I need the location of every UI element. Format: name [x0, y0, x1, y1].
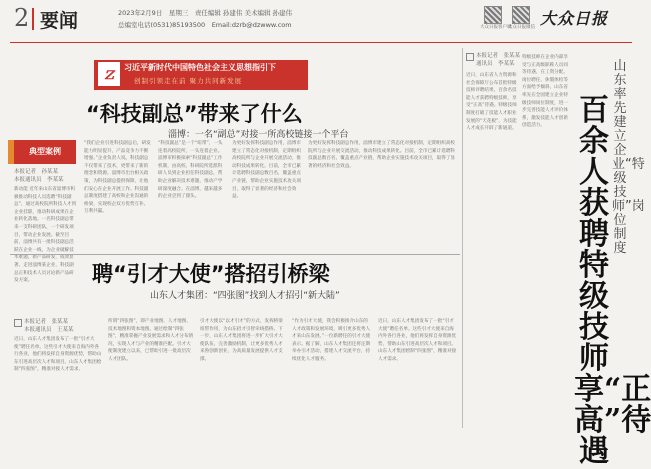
qr-code-icon [484, 6, 502, 24]
article-2-subheadline: 山东人才集团：“四张图”找到人才招引“新大陆” [150, 291, 340, 301]
article-divider [10, 254, 460, 255]
article-3-column-1: 近日，山东省人力资源和社会保障厅公布首批特级技师评聘结果，百余名技能人才获聘特级技师，享受“正高”待遇。特级技师制度打破了技能人才职业发展的“天花板”，为技能人才成长开辟了新通道。 [466, 73, 517, 132]
banner-subtitle: 创制引领走在前 聚力共同新发展 [134, 77, 243, 85]
section-title: 要闻 [40, 10, 79, 32]
byline-square-icon [14, 319, 22, 327]
qr-label-1: 大众日报客户端 [480, 25, 512, 30]
article-1-byline: 本报记者 孙某某 本报通讯员 李某某 [14, 169, 64, 183]
masthead-logo: 大众日报 [540, 9, 609, 28]
page-number: 2 [14, 4, 30, 32]
article-1-column-5: 为更好发挥科技副总作用，淄博市建立了常态化对接机制，定期组织高校院所与企业开展交流活动，推动科技成果转化。目前，全市已累计选聘科技副总数百名，覆盖重点产业链，帮助企业实施技术攻关项目，取得了显著的经济和社会效益。 [308, 141, 456, 169]
header-meta-line-1: 2023年2月9日 星期三 责任编辑 孙建伟 美术编辑 孙建伟 [118, 9, 293, 17]
article-3-byline: 本报记者 张某某 通讯员 李某某 [476, 53, 521, 67]
article-2-column-3: 引才大使以“以才引才”的方式，发挥桥梁纽带作用，为山东招才引智牵线搭桥。下一步，山东人才集团将进一步扩大引才大使队伍，完善激励机制，让更多优秀人才来鲁创新创业，为高质量发展提供人才支撑。 [200, 319, 283, 362]
article-2-column-5: 近日，山东人才集团发布了一批“引才大使”聘任名单。这些引才大使来自海内外各行各业，他们将发挥自身资源优势，帮助山东引进高层次人才和项目。山东人才集团绘制“四张图”，精准对接人才需求。 [378, 319, 457, 362]
banner-title: 习近平新时代中国特色社会主义思想指引下 [124, 63, 276, 72]
page-number-divider [32, 8, 34, 30]
qr-label-2: 大众日报微信 [508, 25, 535, 30]
byline-square-icon [466, 53, 474, 61]
article-1-column-2: “我们企业引进科技副总后，研发能力明显提升，产品竞争力不断增强。”企业负责人说。科技副总不仅带来了技术，更带来了新的理念和资源。淄博市出台相关政策，为科技副总提供保障，让他们安心在企业开展工作。科技副总制度搭建了高校和企业沟通的桥梁，实现校企双方优势互补、互利共赢。 [84, 141, 151, 215]
column-divider [462, 48, 463, 428]
header-meta-line-2: 总编室电话(0531)85193500 Email:dzrb@dzwww.com [118, 21, 292, 29]
banner-logo: ｚ [98, 62, 120, 86]
article-1-column-3: “科技副总”是一个“纽带”，一头连着高校院所，一头连着企业。淄博市积极探索“科技副总”工作机制，由高校、科研院所选派科研人员到企业担任科技副总，帮助企业解决技术难题，推动产学研深度融合。在淄博，越来越多的企业尝到了甜头。 [158, 141, 223, 200]
article-2-column-1: 近日，山东人才集团发布了一批“引才大使”聘任名单。这些引才大使来自海内外各行各业，他们将发挥自身资源优势，帮助山东引进高层次人才和项目。山东人才集团绘制“四张图”，精准对接人才需求。 [14, 337, 102, 373]
article-3-headline: 百余人获聘特级技师享“正高”待遇 [574, 93, 651, 469]
article-1-column-1: 新动能 近年来山东省淄博市积极推动科技人员选聘“科技副总”，通过高校院所科技人才到企业挂职，推动科研成果在企业转化落地。一名科技副总带来一支科研团队，一个研发项目，带动企业发展。截至目前，淄博共有一批科技副总活跃在企业一线，为企业破解技术难题，新产品研发，成效显著。走进淄博某企业，科技副总正和技术人员讨论新产品研发方案。 [14, 187, 77, 284]
article-2-byline: 本报记者 张某某 本报通讯员 王某某 [24, 319, 74, 333]
article-3-column-2: 特级技师在企业内部享受与正高级职称人员同等待遇，在工资分配、岗位聘任、休假体检等方面给予倾斜。山东省率先在全国建立企业特级技师岗位制度，进一步完善技能人才评价体系，激发技能人才创新创造活力。 [522, 55, 568, 129]
article-2-column-2: 所谓“四张图”，即产业地图、人才地图、技术地图和资本地图。通过绘制“四张图”，精准掌握产业发展需求和人才分布情况，实现人才与产业的精准匹配。引才大使制度建立以来，已帮助引进一批高层次人才团队。 [108, 319, 194, 362]
article-2-headline: 聘“引才大使”搭招引桥梁 [92, 262, 330, 286]
article-1-subheadline: 淄博：一名“副总”对接一所高校链接一个平台 [168, 130, 349, 140]
case-badge: 典型案例 [14, 140, 76, 164]
article-2-column-4: “作为引才大使，我会积极推介山东的人才政策和发展环境，吸引更多优秀人才来山东发展。”一位新聘任的引才大使表示。据了解，山东人才集团还将定期举办引才活动，搭建人才交流平台，持续优化人才服务。 [292, 319, 371, 362]
header-rule [10, 42, 632, 43]
article-1-column-4: 为更好发挥科技副总作用，淄博市建立了常态化对接机制，定期组织高校院所与企业开展交流活动，推动科技成果转化。目前，全市已累计选聘科技副总数百名，覆盖重点产业链，帮助企业实施技术攻关项目，取得了显著的经济和社会效益。 [232, 141, 301, 200]
article-1-headline: “科技副总”带来了什么 [86, 102, 303, 126]
qr-code-icon [512, 6, 530, 24]
page-header [0, 0, 639, 42]
article-3-subheadline: 山东率先建立企业“特级技师”岗位制度 [612, 59, 645, 256]
